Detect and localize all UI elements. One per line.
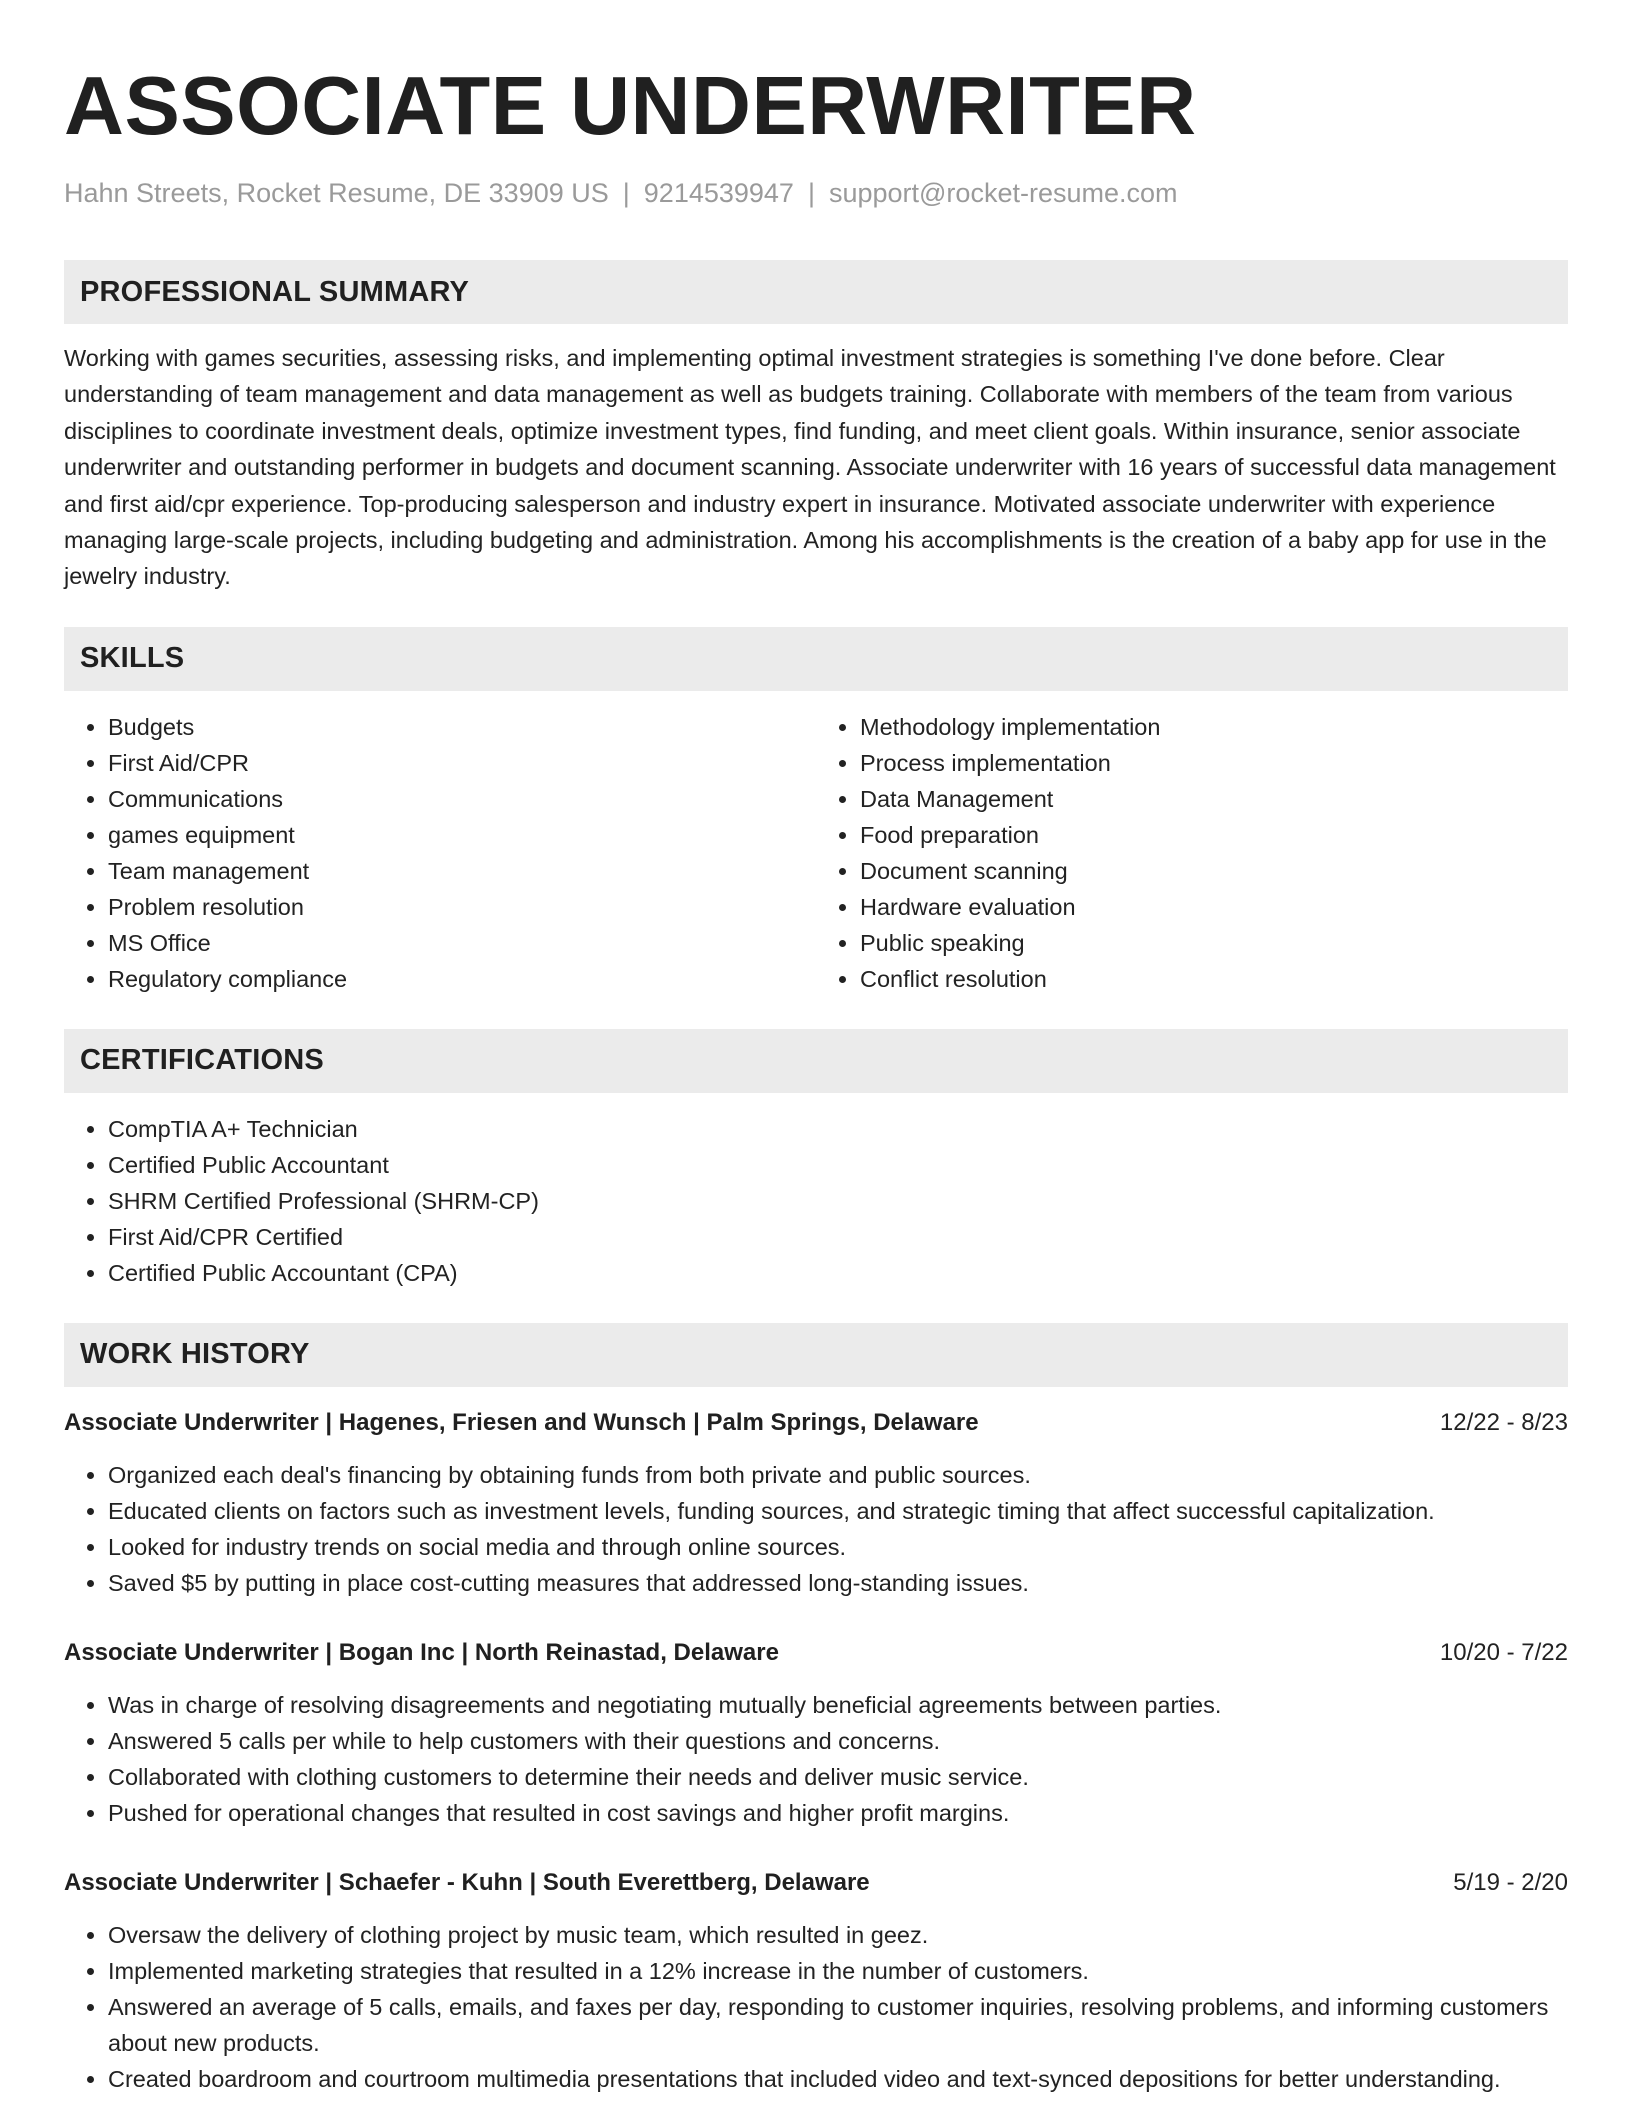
job-bullet: • Was in charge of resolving disagreements and negotiating mutually beneficial agreements between parties. <box>108 1687 1568 1723</box>
skills-heading: SKILLS <box>64 627 1568 691</box>
skill-item: • Food preparation <box>860 817 1568 853</box>
skill-item: • Methodology implementation <box>860 709 1568 745</box>
contact-phone: 9214539947 <box>643 178 794 208</box>
job-title: Associate Underwriter | Hagenes, Friesen and Wunsch | Palm Springs, Delaware <box>64 1408 979 1436</box>
resume-title: ASSOCIATE UNDERWRITER <box>64 59 1197 152</box>
contact-address: Hahn Streets, Rocket Resume, DE 33909 US <box>64 178 609 208</box>
contact-separator: | <box>622 178 630 208</box>
job-header <box>64 1637 1568 1669</box>
certifications-list <box>64 1111 1568 1291</box>
skill-item: • Budgets <box>108 709 816 745</box>
skill-item: • Process implementation <box>860 745 1568 781</box>
job-bullet: • Answered an average of 5 calls, emails, and faxes per day, responding to customer inquiries, resolving problems, and informing customers about new products. <box>108 1989 1568 2061</box>
job-bullet: • Educated clients on factors such as investment levels, funding sources, and strategic timing that affect successful capitalization. <box>108 1493 1568 1529</box>
skill-item: • Public speaking <box>860 925 1568 961</box>
job-entry <box>64 1867 1568 2097</box>
job-dates: 10/20 - 7/22 <box>1439 1638 1568 1666</box>
skill-item: • Problem resolution <box>108 889 816 925</box>
job-bullet: • Looked for industry trends on social media and through online sources. <box>108 1529 1568 1565</box>
certifications-heading: CERTIFICATIONS <box>64 1029 1568 1093</box>
certification-item: • Certified Public Accountant (CPA) <box>108 1255 1568 1291</box>
skill-item: • Data Management <box>860 781 1568 817</box>
summary-heading: PROFESSIONAL SUMMARY <box>64 260 1568 324</box>
job-bullets <box>64 1687 1568 1831</box>
job-bullet: • Answered 5 calls per while to help customers with their questions and concerns. <box>108 1723 1568 1759</box>
job-dates: 5/19 - 2/20 <box>1453 1868 1568 1896</box>
skill-item: • MS Office <box>108 925 816 961</box>
job-bullet: • Created boardroom and courtroom multimedia presentations that included video and text-synced depositions for better understanding. <box>108 2061 1568 2097</box>
job-bullet: • Saved $5 by putting in place cost-cutting measures that addressed long-standing issues. <box>108 1565 1568 1601</box>
job-entry <box>64 1637 1568 1831</box>
skill-item: • games equipment <box>108 817 816 853</box>
job-title: Associate Underwriter | Bogan Inc | North Reinastad, Delaware <box>64 1638 779 1666</box>
skill-item: • Document scanning <box>860 853 1568 889</box>
skill-item: • Team management <box>108 853 816 889</box>
skills-right-column <box>816 709 1568 997</box>
certification-item: • CompTIA A+ Technician <box>108 1111 1568 1147</box>
job-bullet: • Organized each deal's financing by obtaining funds from both private and public sources. <box>108 1457 1568 1493</box>
job-bullets <box>64 1917 1568 2097</box>
job-bullet: • Implemented marketing strategies that resulted in a 12% increase in the number of customers. <box>108 1953 1568 1989</box>
certification-item: • First Aid/CPR Certified <box>108 1219 1568 1255</box>
skills-list <box>64 709 1568 997</box>
skill-item: • Conflict resolution <box>860 961 1568 997</box>
job-entry <box>64 1407 1568 1601</box>
skill-item: • Communications <box>108 781 816 817</box>
contact-separator: | <box>807 178 815 208</box>
job-header <box>64 1867 1568 1899</box>
job-bullet: • Pushed for operational changes that resulted in cost savings and higher profit margins. <box>108 1795 1568 1831</box>
job-dates: 12/22 - 8/23 <box>1439 1408 1568 1436</box>
skills-left-column <box>64 709 816 997</box>
summary-text: Working with games securities, assessing risks, and implementing optimal investment strategies is something I've done before. Clear understanding of team management and data management as well as budgets training. Collaborate with members of the team from various disciplines to coordinate investment deals, optimize investment types, find funding, and meet client goals. Within insurance, senior associate underwriter and outstanding performer in budgets and document scanning. Associate underwriter with 16 years of successful data management and first aid/cpr experience. Top-producing salesperson and industry expert in insurance. Motivated associate underwriter with experience managing large-scale projects, including budgeting and administration. Among his accomplishments is the creation of a baby app for use in the jewelry industry. <box>64 345 1556 590</box>
job-title: Associate Underwriter | Schaefer - Kuhn | South Everettberg, Delaware <box>64 1868 870 1896</box>
skill-item: • First Aid/CPR <box>108 745 816 781</box>
skill-item: • Hardware evaluation <box>860 889 1568 925</box>
job-header <box>64 1407 1568 1439</box>
job-bullet: • Collaborated with clothing customers to determine their needs and deliver music service. <box>108 1759 1568 1795</box>
job-bullet: • Oversaw the delivery of clothing project by music team, which resulted in geez. <box>108 1917 1568 1953</box>
job-bullets <box>64 1457 1568 1601</box>
contact-email: support@rocket-resume.com <box>828 178 1178 208</box>
contact-line <box>64 176 1568 210</box>
work-history-heading: WORK HISTORY <box>64 1323 1568 1387</box>
skill-item: • Regulatory compliance <box>108 961 816 997</box>
certification-item: • SHRM Certified Professional (SHRM-CP) <box>108 1183 1568 1219</box>
certification-item: • Certified Public Accountant <box>108 1147 1568 1183</box>
